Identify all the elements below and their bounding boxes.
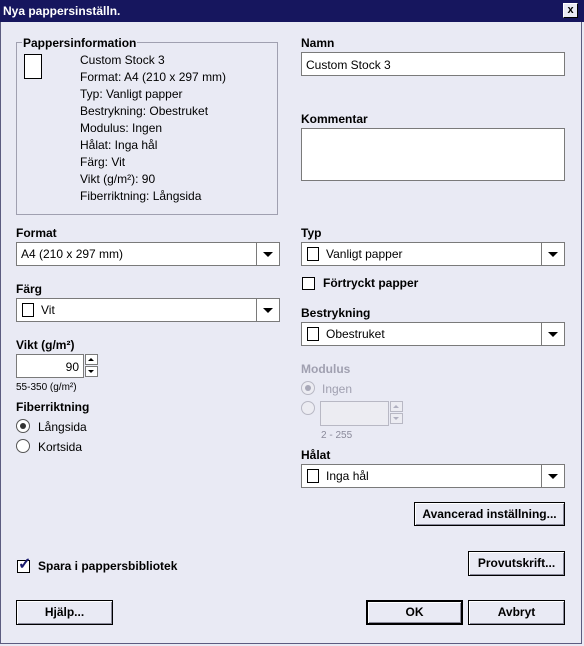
paper-info-line: Typ: Vanligt papper bbox=[80, 87, 183, 101]
chevron-down-icon[interactable] bbox=[256, 299, 279, 321]
modulus-input[interactable] bbox=[320, 401, 389, 426]
type-dropdown-value: Vanligt papper bbox=[326, 247, 403, 261]
weight-stepper[interactable] bbox=[85, 354, 98, 378]
chevron-down-icon[interactable] bbox=[541, 465, 564, 487]
modulus-range: 2 - 255 bbox=[321, 430, 353, 441]
paper-info-line: Fiberriktning: Långsida bbox=[80, 189, 202, 203]
help-button[interactable]: Hjälp... bbox=[16, 600, 113, 625]
name-input[interactable] bbox=[301, 52, 565, 76]
preprinted-label: Förtryckt papper bbox=[323, 276, 419, 290]
close-icon: x bbox=[567, 4, 574, 16]
grain-long-radio[interactable] bbox=[16, 419, 30, 433]
format-label: Format bbox=[16, 226, 57, 240]
format-dropdown[interactable] bbox=[16, 242, 280, 266]
coating-swatch-icon bbox=[307, 327, 319, 341]
color-swatch-icon bbox=[22, 303, 34, 317]
chevron-down-icon[interactable] bbox=[541, 323, 564, 345]
paper-info-line: Hålat: Inga hål bbox=[80, 138, 158, 152]
format-dropdown-value: A4 (210 x 297 mm) bbox=[21, 247, 124, 261]
weight-label: Vikt (g/m²) bbox=[16, 338, 75, 352]
grain-long-label: Långsida bbox=[38, 420, 87, 434]
coating-dropdown-value: Obestruket bbox=[326, 327, 385, 341]
checkmark-icon: ✓ bbox=[18, 556, 32, 573]
save-library-label: Spara i pappersbibliotek bbox=[38, 559, 178, 573]
chevron-down-icon[interactable] bbox=[256, 243, 279, 265]
paper-info-line: Modulus: Ingen bbox=[80, 121, 163, 135]
type-label: Typ bbox=[301, 226, 322, 240]
grain-label: Fiberriktning bbox=[16, 400, 90, 414]
close-button[interactable] bbox=[563, 3, 578, 18]
paper-info-line: Vikt (g/m²): 90 bbox=[80, 172, 156, 186]
type-dropdown[interactable] bbox=[301, 242, 565, 266]
paper-info-line: Custom Stock 3 bbox=[80, 53, 165, 67]
spin-up-arrow-icon[interactable] bbox=[390, 401, 403, 412]
window-title: Nya pappersinställn. bbox=[3, 4, 121, 18]
modulus-none-label: Ingen bbox=[322, 382, 353, 396]
grain-short-label: Kortsida bbox=[38, 440, 83, 454]
modulus-label: Modulus bbox=[301, 362, 351, 376]
paper-info-line: Format: A4 (210 x 297 mm) bbox=[80, 70, 227, 84]
weight-value: 90 bbox=[65, 360, 79, 374]
comment-label: Kommentar bbox=[301, 112, 368, 126]
spin-down-arrow-icon[interactable] bbox=[85, 366, 98, 377]
sample-print-button[interactable]: Provutskrift... bbox=[468, 551, 565, 576]
holes-label: Hålat bbox=[301, 448, 331, 462]
chevron-down-icon[interactable] bbox=[541, 243, 564, 265]
holes-dropdown[interactable] bbox=[301, 464, 565, 488]
color-label: Färg bbox=[16, 282, 43, 296]
color-dropdown[interactable] bbox=[16, 298, 280, 322]
paper-info-line: Bestrykning: Obestruket bbox=[80, 104, 209, 118]
name-input-value: Custom Stock 3 bbox=[306, 58, 391, 72]
advanced-settings-button[interactable]: Avancerad inställning... bbox=[414, 502, 565, 526]
holes-swatch-icon bbox=[307, 469, 319, 483]
preprinted-checkbox[interactable] bbox=[302, 277, 315, 290]
save-library-checkbox[interactable] bbox=[17, 556, 32, 573]
paper-info-line: Färg: Vit bbox=[80, 155, 126, 169]
ok-button[interactable]: OK bbox=[366, 600, 463, 625]
paper-type-swatch-icon bbox=[307, 247, 319, 261]
weight-input[interactable] bbox=[16, 354, 84, 378]
weight-range: 55-350 (g/m²) bbox=[16, 382, 77, 393]
spin-down-arrow-icon[interactable] bbox=[390, 413, 403, 424]
modulus-stepper[interactable] bbox=[390, 401, 403, 426]
spin-up-arrow-icon[interactable] bbox=[85, 354, 98, 365]
coating-label: Bestrykning bbox=[301, 306, 371, 320]
holes-dropdown-value: Inga hål bbox=[326, 469, 369, 483]
coating-dropdown[interactable] bbox=[301, 322, 565, 346]
paper-sheet-icon bbox=[24, 54, 42, 79]
grain-short-radio[interactable] bbox=[16, 439, 30, 453]
paper-info-legend: Pappersinformation bbox=[23, 36, 137, 50]
modulus-none-radio[interactable] bbox=[301, 381, 315, 395]
modulus-value-radio[interactable] bbox=[301, 401, 315, 415]
cancel-button[interactable]: Avbryt bbox=[468, 600, 565, 625]
name-label: Namn bbox=[301, 36, 335, 50]
color-dropdown-value: Vit bbox=[41, 303, 55, 317]
comment-textarea[interactable] bbox=[301, 128, 565, 181]
